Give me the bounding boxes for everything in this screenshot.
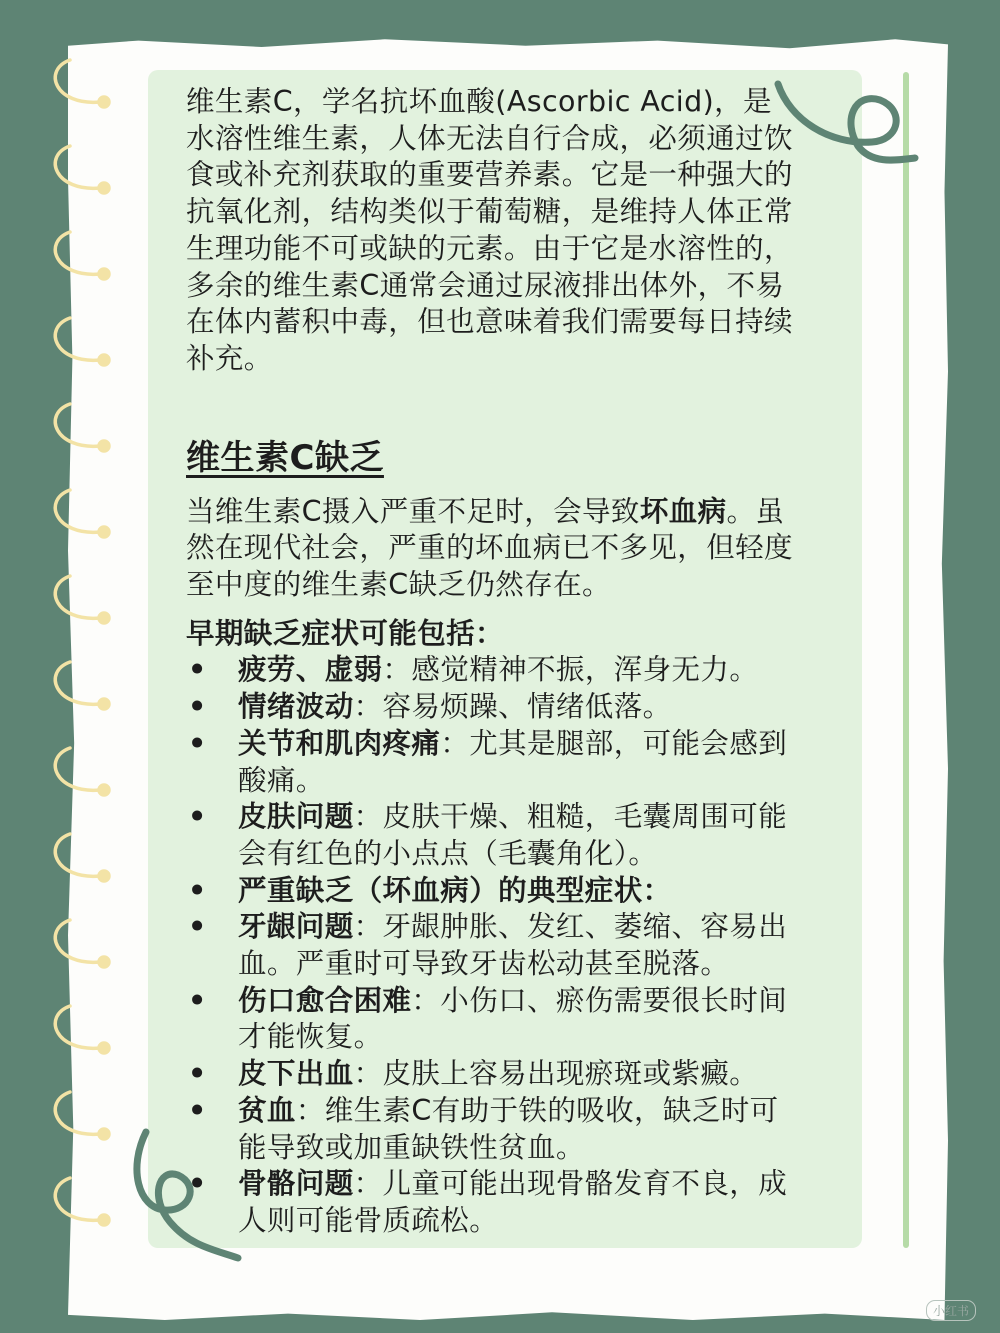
item-term: 情绪波动 [238, 690, 354, 724]
section-heading: 维生素C缺乏 [186, 437, 384, 478]
item-term: 牙龈问题 [238, 910, 354, 944]
list-item [186, 1093, 798, 1166]
list-item [186, 909, 798, 982]
item-term: 皮肤问题 [238, 800, 354, 834]
item-term: 皮下出血 [238, 1057, 354, 1091]
list-item [186, 726, 798, 799]
bullet-icon: • [188, 873, 207, 907]
list-item-subheading [186, 873, 798, 910]
item-term: 伤口愈合困难 [238, 983, 412, 1017]
bullet-icon: • [188, 653, 207, 687]
item-desc: ：维生素C有助于铁的吸收，缺乏时可能导致或加重缺铁性贫血。 [238, 1093, 779, 1164]
item-term: 骨骼问题 [238, 1167, 354, 1201]
symptom-list [186, 652, 798, 1239]
item-desc: ：尤其是腿部，可能会感到酸痛。 [238, 726, 788, 797]
list-item [186, 689, 798, 726]
list-item [186, 1166, 798, 1239]
bullet-icon: • [188, 690, 207, 724]
item-desc: ：皮肤干燥、粗糙，毛囊周围可能会有红色的小点点（毛囊角化）。 [238, 800, 788, 870]
item-desc: ：容易烦躁、情绪低落。 [353, 690, 672, 724]
bullet-icon: • [188, 800, 207, 834]
item-desc: ：感觉精神不振，浑身无力。 [382, 653, 759, 687]
item-desc: ：儿童可能出现骨骼发育不良，成人则可能骨质疏松。 [238, 1167, 788, 1237]
bullet-icon: • [188, 983, 207, 1017]
bullet-icon: • [188, 726, 207, 760]
item-desc: ：皮肤上容易出现瘀斑或紫癜。 [353, 1057, 759, 1091]
lead-text-part2: 。虽然在现代社会，严重的坏血病已不多见，但轻度至中度的维生素C缺乏仍然存在。 [186, 494, 793, 602]
item-term: 疲劳、虚弱 [238, 653, 383, 687]
item-term: 严重缺乏（坏血病）的典型症状： [238, 873, 672, 907]
bullet-icon: • [188, 910, 207, 944]
intro-paragraph: 维生素C，学名抗坏血酸(Ascorbic Acid)，是水溶性维生素，人体无法自行合成，必须通过饮食或补充剂获取的重要营养素。它是一种强大的抗氧化剂，结构类似于葡萄糖，是维持人体正常生理功能不可或缺的元素。由于它是水溶性的，多余的维生素C通常会通过尿液排出体外，不易在体内蓄积中毒，但也意味着我们需要每日持续补充。 [186, 85, 793, 375]
list-item [186, 652, 798, 689]
lead-bold-term: 坏血病 [639, 494, 727, 528]
bullet-icon: • [188, 1093, 207, 1127]
list-item [186, 799, 798, 872]
item-term: 关节和肌肉疼痛 [238, 726, 441, 760]
article [186, 84, 798, 1240]
item-desc: ：牙龈肿胀、发红、萎缩、容易出血。严重时可导致牙齿松动甚至脱落。 [238, 910, 788, 981]
lead-text-part1: 当维生素C摄入严重不足时，会导致 [186, 494, 640, 528]
watermark-logo: 小红书 [926, 1300, 976, 1321]
early-symptoms-title: 早期缺乏症状可能包括： [186, 616, 504, 650]
bullet-icon: • [188, 1057, 207, 1091]
accent-side-line [903, 72, 909, 1248]
bullet-icon: • [188, 1167, 207, 1201]
item-desc: ：小伤口、瘀伤需要很长时间才能恢复。 [238, 983, 788, 1054]
deficiency-lead-paragraph [186, 494, 798, 604]
list-item [186, 983, 798, 1056]
list-item [186, 1056, 798, 1093]
item-term: 贫血 [238, 1093, 296, 1127]
